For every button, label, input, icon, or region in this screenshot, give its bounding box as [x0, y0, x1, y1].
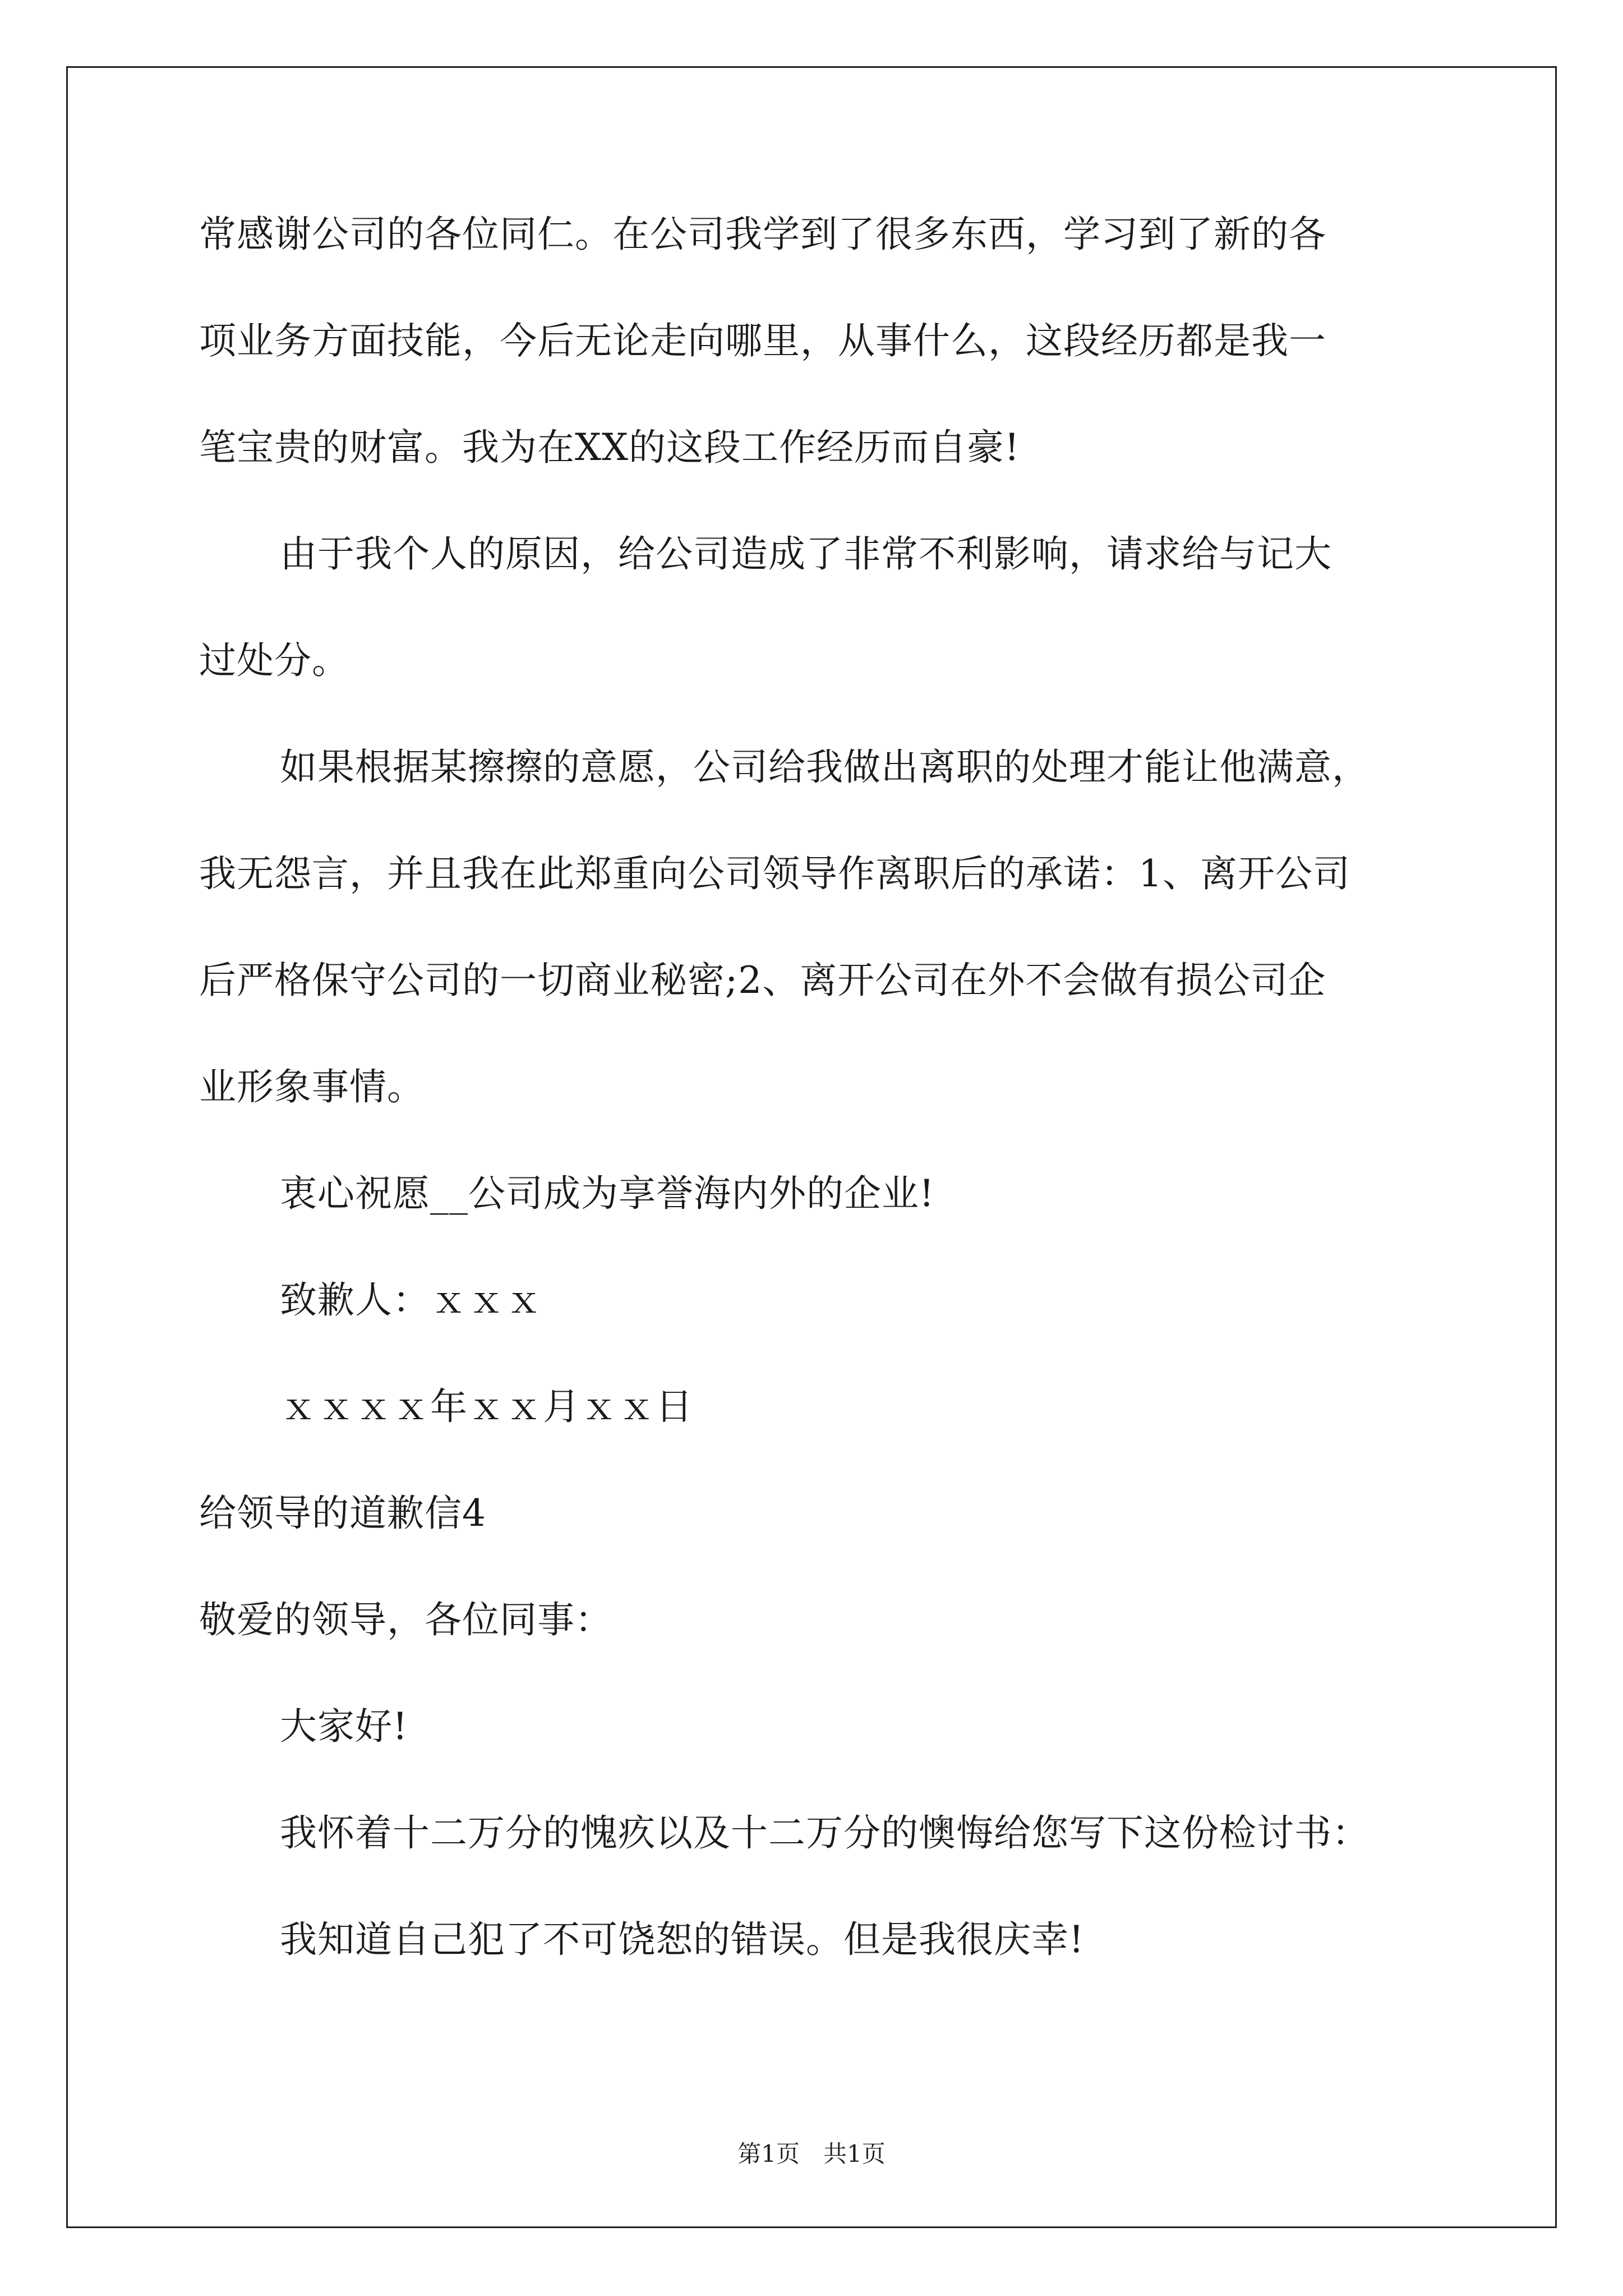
signature-line: 致歉人：ｘｘｘ: [280, 1278, 543, 1322]
paragraph-line: 我知道自己犯了不可饶恕的错误。但是我很庆幸!: [280, 1918, 1085, 1961]
section-title: 给领导的道歉信4: [199, 1492, 486, 1535]
page-footer: 第1页 共1页: [737, 2140, 886, 2168]
paragraph-line: 由于我个人的原因，给公司造成了非常不利影响，请求给与记大: [280, 532, 1332, 576]
paragraph-line: 如果根据某擦擦的意愿，公司给我做出离职的处理才能让他满意，: [280, 746, 1370, 789]
paragraph-line: 衷心祝愿__公司成为享誉海内外的企业!: [280, 1172, 935, 1215]
paragraph-line: 我无怨言，并且我在此郑重向公司领导作离职后的承诺：1、离开公司: [199, 852, 1350, 895]
paragraph-line: 后严格保守公司的一切商业秘密;2、离开公司在外不会做有损公司企: [199, 959, 1326, 1002]
paragraph-line: 业形象事情。: [199, 1065, 425, 1108]
salutation: 敬爱的领导，各位同事：: [199, 1598, 612, 1641]
greeting: 大家好!: [280, 1705, 408, 1748]
paragraph-line: 常感谢公司的各位同仁。在公司我学到了很多东西，学习到了新的各: [199, 213, 1326, 256]
date-line: ｘｘｘｘ年ｘｘ月ｘｘ日: [280, 1385, 693, 1428]
paragraph-line: 我怀着十二万分的愧疚以及十二万分的懊悔给您写下这份检讨书：: [280, 1811, 1370, 1855]
paragraph-line: 项业务方面技能，今后无论走向哪里，从事什么，这段经历都是我一: [199, 319, 1326, 362]
paragraph-line: 笔宝贵的财富。我为在XX的这段工作经历而自豪!: [199, 426, 1020, 469]
page-border: [66, 66, 1557, 2228]
paragraph-line: 过处分。: [199, 639, 349, 682]
